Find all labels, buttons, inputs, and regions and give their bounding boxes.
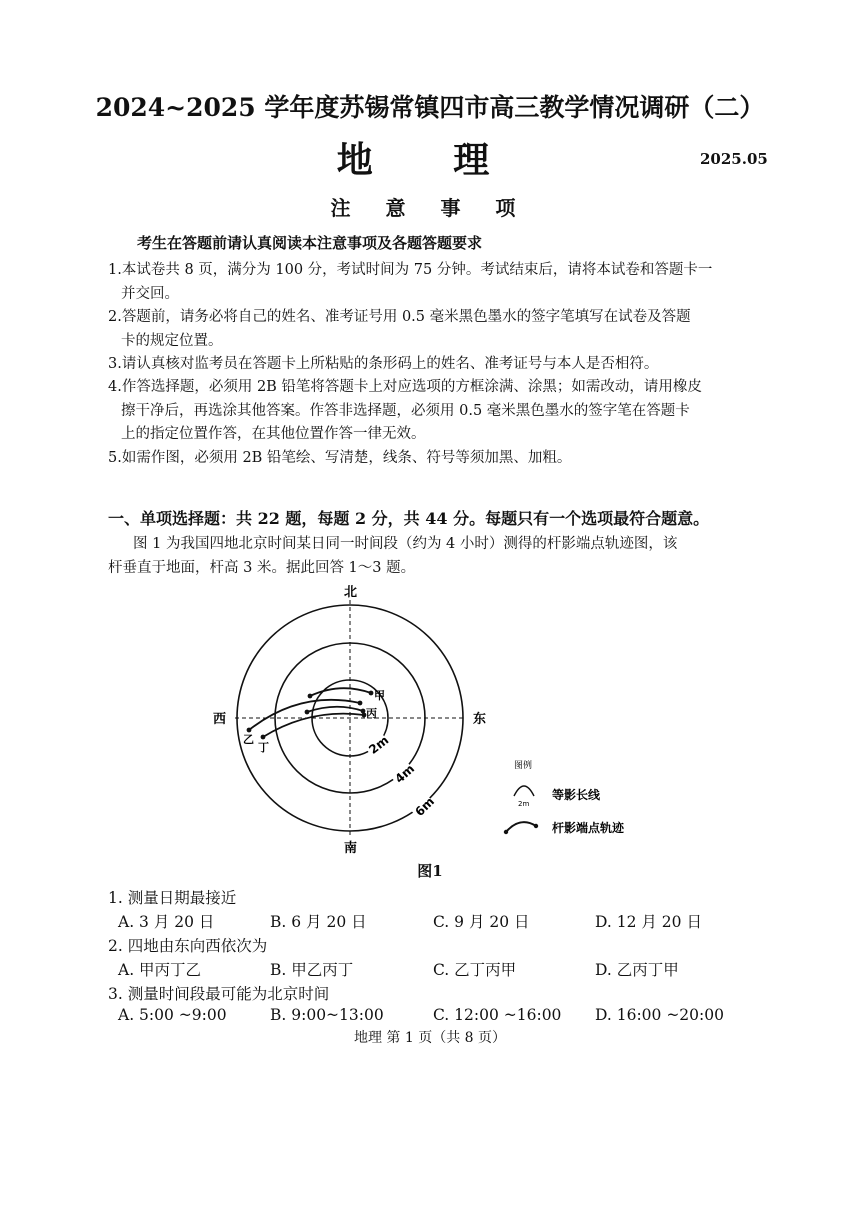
question-2-option-a[interactable]: A. 甲丙丁乙 [118, 961, 202, 979]
section-heading: 一、单项选择题：共 22 题，每题 2 分，共 44 分。每题只有一个选项最符合题意。 [108, 509, 710, 528]
question-1-option-c[interactable]: C. 9 月 20 日 [433, 913, 530, 931]
question-3-option-c[interactable]: C. 12:00 ~16:00 [433, 1006, 562, 1024]
question-stem-line: 杆垂直于地面，杆高 3 米。据此回答 1～3 题。 [108, 560, 416, 576]
track-bing [307, 707, 363, 712]
notice-line: 3.请认真核对监考员在答题卡上所粘贴的条形码上的姓名、准考证号与本人是否相符。 [108, 356, 659, 372]
legend-contour-label: 等影长线 [552, 788, 601, 802]
legend-track-label: 杆影端点轨迹 [552, 821, 625, 835]
legend-title: 图例 [514, 761, 533, 771]
notice-line: 卡的规定位置。 [121, 333, 223, 349]
notice-line: 擦干净后，再选涂其他答案。作答非选择题，必须用 0.5 毫米黑色墨水的签字笔在答题卡 [121, 403, 690, 419]
exam-date: 2025.05 [700, 150, 768, 168]
question-3-stem: 3. 测量时间段最可能为北京时间 [108, 985, 330, 1003]
notice-line: 并交回。 [121, 286, 179, 302]
page-footer: 地理 第 1 页（共 8 页） [353, 1030, 507, 1046]
point-bing: 丙 [366, 707, 377, 720]
notice-intro: 考生在答题前请认真阅读本注意事项及各题答题要求 [137, 234, 483, 252]
east-label: 东 [473, 712, 487, 727]
legend-contour-icon [514, 786, 534, 796]
contour-label-4m: 4m [392, 761, 418, 786]
notice-line: 5.如需作图，必须用 2B 铅笔绘、写清楚，线条、符号等须加黑、加粗。 [108, 450, 572, 466]
point-jia: 甲 [374, 689, 385, 702]
exam-title: 2024~2025 学年度苏锡常镇四市高三教学情况调研（二） [95, 93, 765, 122]
question-2-stem: 2. 四地由东向西依次为 [108, 937, 268, 955]
track-yi [249, 700, 360, 730]
question-1-option-b[interactable]: B. 6 月 20 日 [270, 913, 367, 931]
question-1-option-a[interactable]: A. 3 月 20 日 [118, 913, 215, 931]
contour-label-6m: 6m [412, 794, 438, 820]
question-1-stem: 1. 测量日期最接近 [108, 889, 237, 907]
question-3-option-d[interactable]: D. 16:00 ~20:00 [595, 1006, 724, 1024]
legend-track-icon [506, 822, 536, 832]
notice-line: 上的指定位置作答，在其他位置作答一律无效。 [121, 426, 426, 442]
question-3-option-b[interactable]: B. 9:00~13:00 [270, 1006, 384, 1024]
notice-line: 2.答题前，请务必将自己的姓名、准考证号用 0.5 毫米黑色墨水的签字笔填写在试卷及答题 [108, 309, 691, 325]
notice-heading: 注 意 事 项 [330, 196, 530, 220]
west-label: 西 [213, 712, 227, 727]
south-label: 南 [344, 841, 358, 856]
notice-line: 4.作答选择题，必须用 2B 铅笔将答题卡上对应选项的方框涂满、涂黑；如需改动，请用橡皮 [108, 379, 702, 395]
contour-label-2m: 2m [366, 732, 392, 757]
legend-contour-sample: 2m [518, 800, 530, 808]
question-1-option-d[interactable]: D. 12 月 20 日 [595, 913, 702, 931]
question-3-option-a[interactable]: A. 5:00 ~9:00 [118, 1006, 227, 1024]
point-ding: 丁 [258, 741, 269, 754]
point-yi: 乙 [243, 733, 254, 746]
notice-line: 1.本试卷共 8 页，满分为 100 分，考试时间为 75 分钟。考试结束后，请将本试卷和答题卡一 [108, 262, 713, 278]
north-label: 北 [344, 585, 358, 600]
question-2-option-d[interactable]: D. 乙丙丁甲 [595, 961, 679, 979]
question-stem-line: 图 1 为我国四地北京时间某日同一时间段（约为 4 小时）测得的杆影端点轨迹图，该 [133, 536, 678, 552]
subject-title: 地 理 [336, 139, 524, 181]
figure-caption: 图1 [417, 862, 443, 880]
question-2-option-b[interactable]: B. 甲乙丙丁 [270, 961, 354, 979]
question-2-option-c[interactable]: C. 乙丁丙甲 [433, 961, 517, 979]
